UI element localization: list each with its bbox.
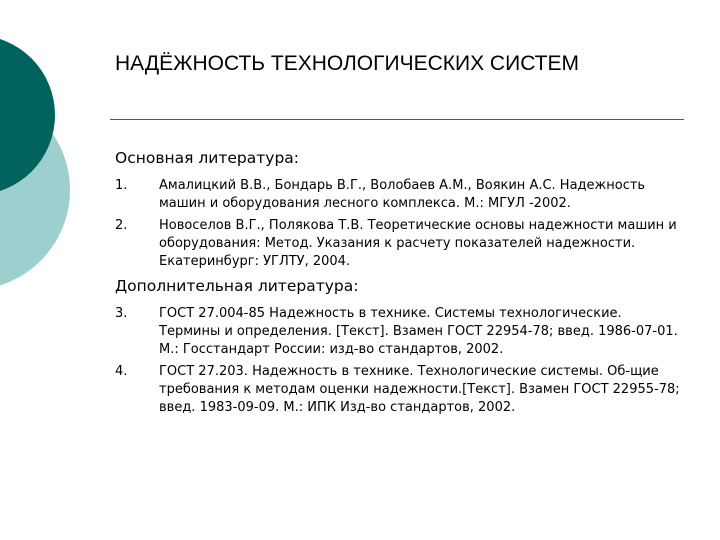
item-number: 3. [115,306,128,321]
main-literature-list [115,177,685,271]
item-number: 2. [115,218,128,233]
main-literature-heading: Основная литература: [115,149,300,167]
item-number: 4. [115,364,128,379]
item-text: Амалицкий В.В., Бондарь В.Г., Волобаев А.М., Воякин А.С. Надежность машин и оборудования лесного комплекса. М.: МГУЛ -2002. [159,178,646,211]
list-item [115,177,685,213]
item-number: 1. [115,178,128,193]
item-text: Новоселов В.Г., Полякова Т.В. Теоретические основы надежности машин и оборудования: Метод. Указания к расчету показателей надежности. Екатеринбург: УГЛТУ, 2004. [159,218,677,269]
slide-content [115,148,685,421]
extra-literature-list [115,305,685,417]
slide-title: НАДЁЖНОСТЬ ТЕХНОЛОГИЧЕСКИХ СИСТЕМ [115,52,579,75]
item-text: ГОСТ 27.203. Надежность в технике. Технологические системы. Об-щие требования к методам оценки надежности.[Текст]. Взамен ГОСТ 22955-78; введ. 1983-09-09. М.: ИПК Изд-во стандартов, 2002. [159,364,680,415]
list-item [115,217,685,271]
list-item [115,363,685,417]
title-divider [110,119,684,120]
list-item [115,305,685,359]
decorative-circles [0,0,110,300]
item-text: ГОСТ 27.004-85 Надежность в технике. Системы технологические. Термины и определения. [Текст]. Взамен ГОСТ 22954-78; введ. 1986-07-01. М.: Госстандарт России: изд-во стандартов, 2002. [159,306,678,357]
extra-literature-heading: Дополнительная литература: [115,277,359,295]
